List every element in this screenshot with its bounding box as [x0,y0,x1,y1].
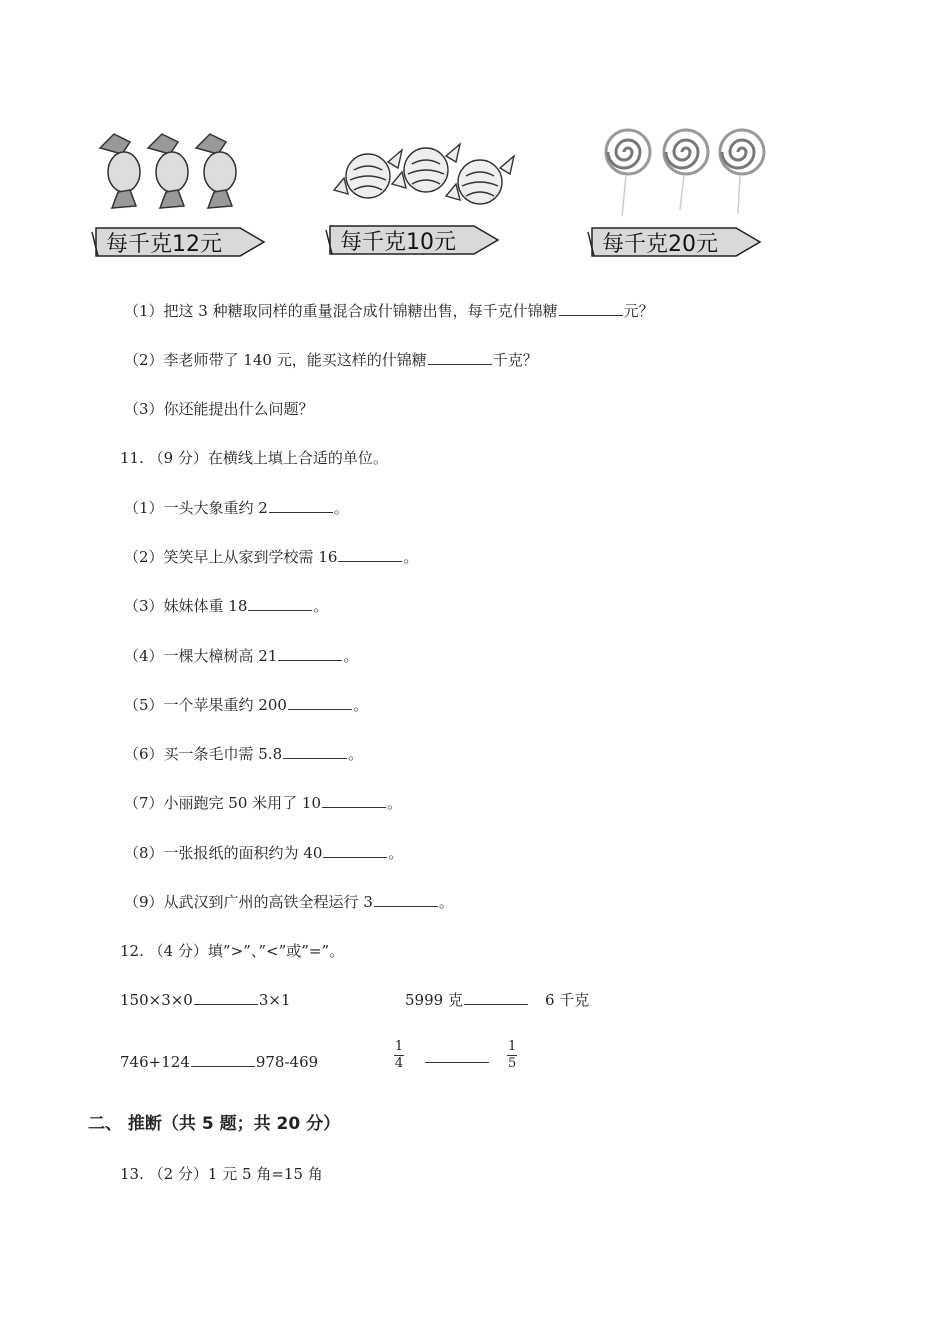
q13-text: 13. （2 分）1 元 5 角=15 角 [120,1165,323,1183]
fraction-one-quarter: $\frac{1}{4}$ [394,1038,404,1071]
q12-row2-right [394,1038,517,1071]
price-tag-1 [88,222,268,262]
answer-blank[interactable] [322,793,386,808]
q11-item-7: （7）小丽跑完 50 米用了 10 。 [124,794,403,812]
answer-blank[interactable] [428,350,492,365]
q11-item-3: （3）妹妹体重 18 。 [124,597,329,615]
price-tag-2-text: 每千克10元 [340,230,456,255]
price-tag-3 [584,222,764,262]
price-tag-1-text: 每千克12元 [106,232,222,257]
q12-row1-left: 150×3×0 3×1 [120,991,291,1009]
answer-blank[interactable] [283,744,347,759]
answer-blank[interactable] [323,843,387,858]
q11-item-2: （2）笑笑早上从家到学校需 16 。 [124,548,419,566]
q10-sub1: （1）把这 3 种糖取同样的重量混合成什锦糖出售，每千克什锦糖 元？ [124,302,654,320]
lollipops-image [600,124,770,220]
price-tag-2 [322,220,502,260]
q11-item-1: （1）一头大象重约 2 。 [124,499,349,517]
price-tag-3-text: 每千克20元 [602,232,718,257]
answer-blank[interactable] [464,990,528,1005]
fraction-one-fifth: $\frac{1}{5}$ [507,1038,517,1071]
answer-blank[interactable] [338,547,402,562]
q12-row2-left: 746+124 978-469 [120,1053,319,1071]
q12-title: 12. （4 分）填”>”、”<”或”=”。 [120,942,345,960]
q11-item-9: （9）从武汉到广州的高铁全程运行 3 。 [124,893,454,911]
answer-blank[interactable] [269,498,333,513]
answer-blank[interactable] [278,646,342,661]
q11-item-6: （6）买一条毛巾需 5.8 。 [124,745,364,763]
q12-row1-right: 5999 克 6 千克 [405,991,590,1009]
q11-item-5: （5）一个苹果重约 200 。 [124,696,368,714]
answer-blank[interactable] [248,596,312,611]
answer-blank[interactable] [374,892,438,907]
wrapped-candies-image [92,130,262,210]
answer-blank[interactable] [559,301,623,316]
answer-blank[interactable] [288,695,352,710]
section-2-heading: 二、 推断（共 5 题；共 20 分） [88,1114,341,1134]
q11-title: 11. （9 分）在横线上填上合适的单位。 [120,449,388,467]
answer-blank[interactable] [425,1048,489,1063]
answer-blank[interactable] [191,1052,255,1067]
striped-candies-image [332,134,522,214]
answer-blank[interactable] [194,990,258,1005]
q10-sub2: （2）李老师带了 140 元，能买这样的什锦糖 千克？ [124,351,538,369]
q11-item-4: （4）一棵大樟树高 21 。 [124,647,359,665]
q11-item-8: （8）一张报纸的面积约为 40 。 [124,844,404,862]
q10-sub3: （3）你还能提出什么问题？ [124,400,314,418]
